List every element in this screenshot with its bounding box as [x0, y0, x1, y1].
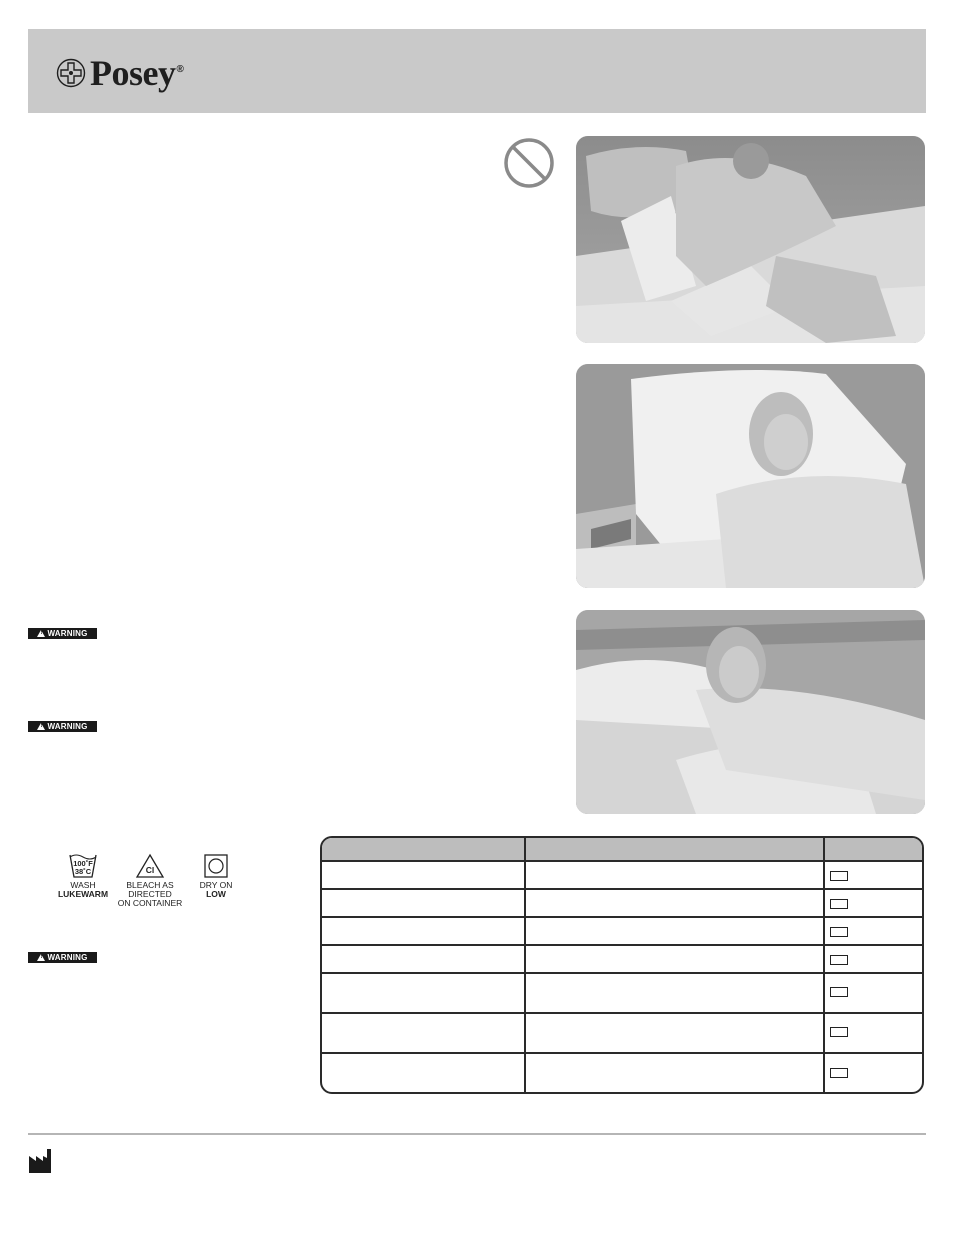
- posey-logo: [56, 51, 183, 95]
- table-checkbox[interactable]: [830, 899, 848, 909]
- table-checkbox[interactable]: [830, 927, 848, 937]
- care-bleach-symbol: Cl BLEACH AS DIRECTED ON CONTAINER: [104, 853, 196, 908]
- tumble-dry-icon: [203, 853, 229, 879]
- svg-text:38˚C: 38˚C: [74, 867, 92, 876]
- footer-divider: [28, 1133, 926, 1135]
- photo-supine-patient-wedge: [576, 610, 925, 814]
- table-checkbox[interactable]: [830, 1068, 848, 1078]
- table-checkbox[interactable]: [830, 987, 848, 997]
- warning-badge: ! WARNING: [28, 721, 97, 732]
- table-row-divider: [322, 916, 922, 918]
- posey-cross-emblem-icon: [56, 58, 86, 88]
- table-column-divider: [524, 838, 526, 1092]
- table-row-divider: [322, 944, 922, 946]
- header-band: [28, 29, 926, 113]
- brand-name: Posey®: [90, 53, 184, 93]
- table-row-divider: [322, 888, 922, 890]
- table-row-divider: [322, 1012, 922, 1014]
- wash-tub-icon: [68, 853, 98, 879]
- care-dry-symbol: DRY ON LOW: [194, 853, 238, 899]
- care-wash-symbol: 100˚F 38˚C WASH LUKEWARM: [56, 853, 110, 899]
- bleach-triangle-icon: [135, 853, 165, 879]
- table-header-row: [322, 838, 922, 862]
- warning-triangle-icon: [37, 630, 45, 637]
- no-symbol-icon: [503, 137, 555, 189]
- product-size-table: [320, 836, 924, 1094]
- manufacturer-factory-icon: [28, 1148, 54, 1174]
- svg-text:100˚F: 100˚F: [73, 859, 93, 868]
- table-checkbox[interactable]: [830, 871, 848, 881]
- warning-triangle-icon: [37, 954, 45, 961]
- table-checkbox[interactable]: [830, 955, 848, 965]
- warning-badge: ! WARNING: [28, 628, 97, 639]
- table-checkbox[interactable]: [830, 1027, 848, 1037]
- warning-badge: ! WARNING: [28, 952, 97, 963]
- svg-text:Cl: Cl: [145, 865, 155, 875]
- table-row-divider: [322, 1052, 922, 1054]
- photo-reclined-patient-wedge: [576, 364, 925, 588]
- table-column-divider: [823, 838, 825, 1092]
- photo-side-lying-patient: [576, 136, 925, 343]
- warning-triangle-icon: [37, 723, 45, 730]
- table-row-divider: [322, 972, 922, 974]
